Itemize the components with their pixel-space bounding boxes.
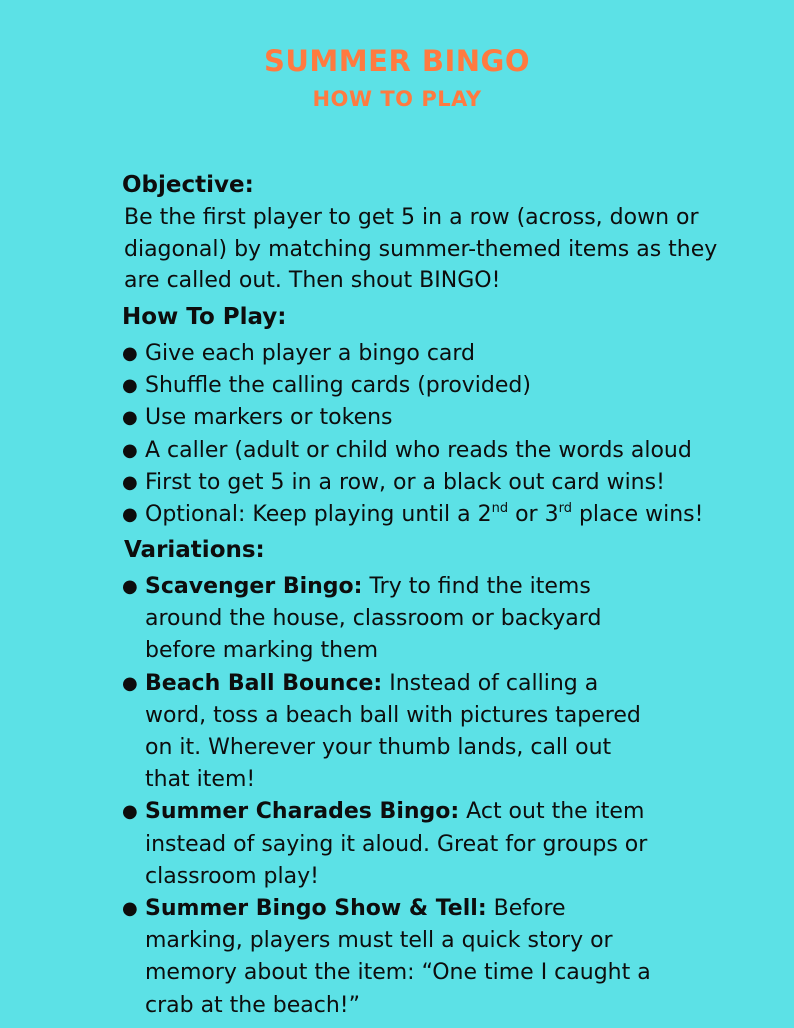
variation-text: Instead of calling a word, toss a beach ball with pictures tapered on it. Wherever your thumb lands, call out that item! bbox=[145, 670, 641, 793]
variation-text: Act out the item instead of saying it aloud. Great for groups or classroom play! bbox=[145, 799, 648, 889]
how-to-play-heading: How To Play: bbox=[122, 304, 287, 330]
how-to-play-list bbox=[120, 338, 720, 531]
bullet-icon: ● bbox=[122, 576, 138, 597]
variation-title: Beach Ball Bounce: bbox=[145, 670, 383, 696]
bullet-icon: ● bbox=[122, 672, 138, 694]
optional-before: Optional: Keep playing until a 2 bbox=[145, 502, 492, 528]
list-item-optional bbox=[120, 499, 720, 531]
bullet-icon: ● bbox=[122, 407, 138, 429]
bullet-icon: ● bbox=[122, 504, 138, 526]
objective-heading: Objective: bbox=[122, 172, 254, 198]
bullet-icon: ● bbox=[122, 439, 138, 461]
list-item-text: Shuffle the calling cards (provided) bbox=[145, 373, 531, 399]
bullet-icon: ● bbox=[122, 375, 138, 397]
optional-sup-rd: rd bbox=[558, 501, 572, 517]
bullet-icon: ● bbox=[122, 898, 138, 920]
variation-item bbox=[120, 571, 660, 668]
objective-text: Be the first player to get 5 in a row (across, down or diagonal) by matching summer-themed items as they are called out. Then shout BINGO! bbox=[124, 205, 718, 294]
bullet-icon: ● bbox=[122, 471, 138, 493]
list-item bbox=[120, 338, 720, 370]
optional-middle: or 3 bbox=[508, 502, 559, 528]
variation-title: Summer Charades Bingo: bbox=[145, 799, 460, 825]
variations-heading: Variations: bbox=[124, 537, 265, 563]
variation-text: Before marking, players must tell a quick story or memory about the item: “One time I caught a crab at the beach!” bbox=[145, 896, 651, 1018]
variation-title: Summer Bingo Show & Tell: bbox=[145, 896, 487, 922]
variation-item bbox=[120, 893, 660, 1022]
variations-list bbox=[120, 571, 660, 1022]
variation-title: Scavenger Bingo: bbox=[145, 574, 363, 599]
list-item-text: A caller (adult or child who reads the words aloud bbox=[145, 437, 692, 463]
list-item-text: First to get 5 in a row, or a black out card wins! bbox=[145, 469, 665, 495]
page-subtitle: HOW TO PLAY bbox=[312, 87, 482, 111]
page-title: SUMMER BINGO bbox=[263, 44, 530, 78]
list-item-text: Use markers or tokens bbox=[145, 405, 393, 431]
list-item-text: Give each player a bingo card bbox=[145, 341, 476, 366]
variation-item bbox=[120, 668, 660, 797]
list-item bbox=[120, 467, 720, 499]
bullet-icon: ● bbox=[122, 343, 138, 364]
variation-item bbox=[120, 796, 660, 893]
variation-text: Try to find the items around the house, classroom or backyard before marking them bbox=[145, 574, 602, 664]
optional-sup-nd: nd bbox=[491, 501, 509, 517]
list-item bbox=[120, 435, 720, 467]
bullet-icon: ● bbox=[122, 801, 138, 823]
list-item bbox=[120, 370, 720, 402]
list-item bbox=[120, 402, 720, 434]
optional-after: place wins! bbox=[571, 502, 704, 528]
